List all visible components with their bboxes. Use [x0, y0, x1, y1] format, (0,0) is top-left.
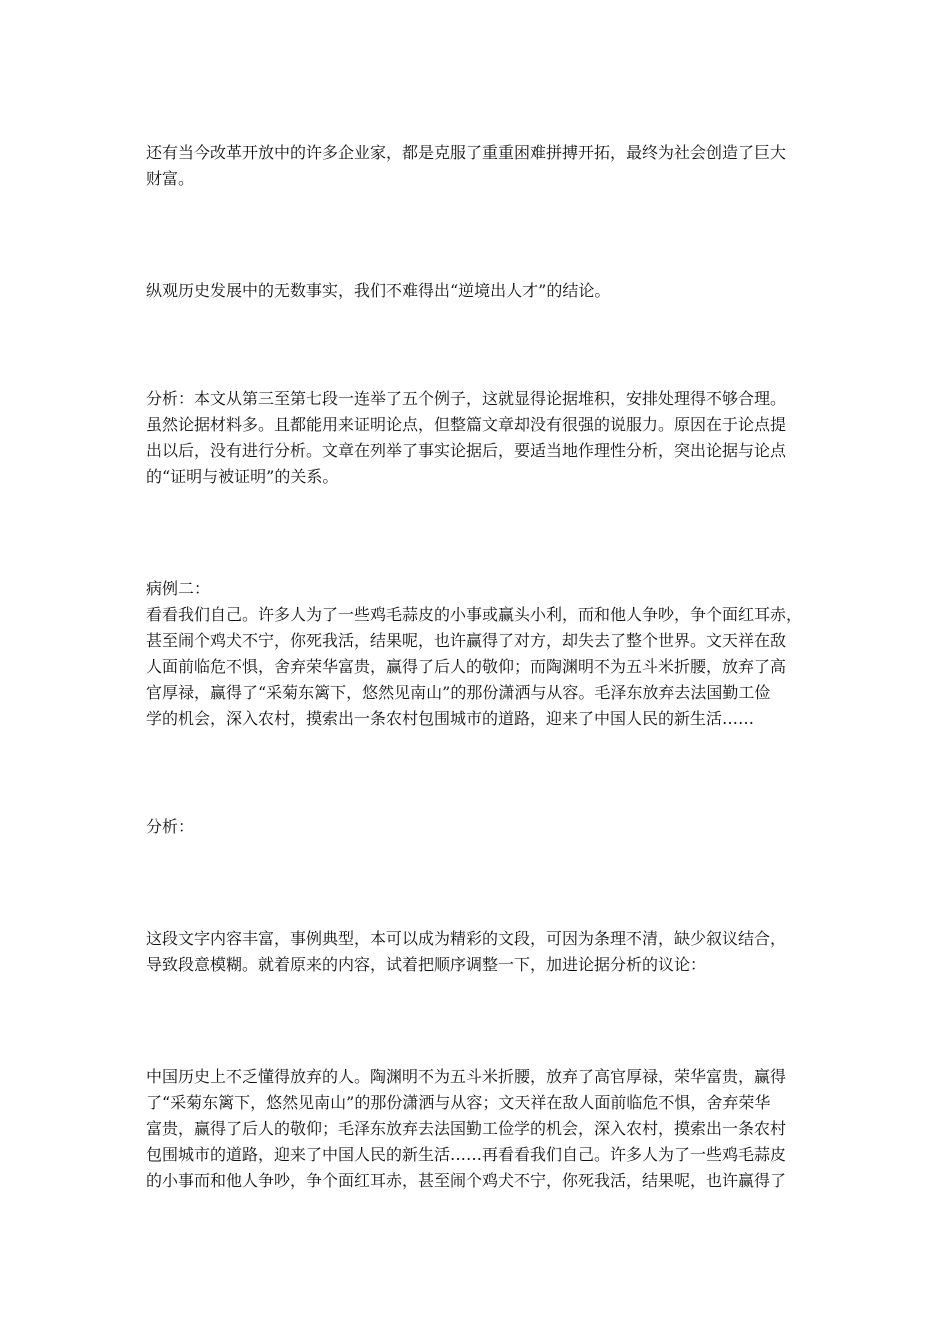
text-line: 甚至闹个鸡犬不宁，你死我活，结果呢，也许赢得了对方，却失去了整个世界。文天祥在敌 — [146, 631, 787, 650]
paragraph-commentary — [146, 926, 818, 978]
text-line: 分析：本文从第三至第七段一连举了五个例子，这就显得论据堆积，安排处理得不够合理。 — [146, 389, 787, 408]
text-line: 富贵，赢得了后人的敬仰；毛泽东放弃去法国勤工俭学的机会，深入农村，摸索出一条农村 — [146, 1119, 787, 1138]
text-line: 导致段意模糊。就着原来的内容，试着把顺序调整一下，加进论据分析的议论： — [146, 955, 707, 974]
text-line: 出以后，没有进行分析。文章在列举了事实论据后，要适当地作理性分析，突出论据与论点 — [146, 441, 787, 460]
text-line: 看看我们自己。许多人为了一些鸡毛蒜皮的小事或赢头小利，而和他人争吵，争个面红耳赤， — [146, 605, 803, 624]
text-line: 分析： — [146, 817, 195, 836]
case-heading: 病例二： — [146, 579, 211, 598]
text-line: 的小事而和他人争吵，争个面红耳赤，甚至闹个鸡犬不宁，你死我活，结果呢，也许赢得了 — [146, 1171, 787, 1190]
text-line: 官厚禄，赢得了“采菊东篱下，悠然见南山”的那份潇洒与从容。毛泽东放弃去法国勤工俭 — [146, 683, 771, 702]
text-line: 了“采菊东篱下，悠然见南山”的那份潇洒与从容；文天祥在敌人面前临危不惧，舍弃荣华 — [146, 1093, 771, 1112]
text-line: 虽然论据材料多。且都能用来证明论点，但整篇文章却没有很强的说服力。原因在于论点提 — [146, 415, 787, 434]
text-line: 财富。 — [146, 169, 195, 188]
paragraph-case-two — [146, 576, 818, 732]
text-line: 学的机会，深入农村，摸索出一条农村包围城市的道路，迎来了中国人民的新生活…… — [146, 709, 755, 728]
text-line: 包围城市的道路，迎来了中国人民的新生活……再看看我们自己。许多人为了一些鸡毛蒜皮 — [146, 1145, 787, 1164]
paragraph-entrepreneurs — [146, 140, 818, 192]
text-line: 这段文字内容丰富，事例典型，本可以成为精彩的文段，可因为条理不清，缺少叙议结合， — [146, 929, 787, 948]
paragraph-revised — [146, 1064, 818, 1194]
text-line: 纵观历史发展中的无数事实，我们不难得出“逆境出人才”的结论。 — [146, 281, 611, 300]
text-line: 还有当今改革开放中的许多企业家，都是克服了重重困难拼搏开拓，最终为社会创造了巨大 — [146, 143, 787, 162]
text-line: 人面前临危不惧，舍弃荣华富贵，赢得了后人的敬仰；而陶渊明不为五斗米折腰，放弃了高 — [146, 657, 787, 676]
paragraph-analysis-1 — [146, 386, 818, 490]
paragraph-analysis-2-label — [146, 814, 818, 840]
text-line: 中国历史上不乏懂得放弃的人。陶渊明不为五斗米折腰，放弃了高官厚禄，荣华富贵，赢得 — [146, 1067, 787, 1086]
text-line: 的“证明与被证明”的关系。 — [146, 467, 339, 486]
paragraph-conclusion — [146, 278, 818, 304]
